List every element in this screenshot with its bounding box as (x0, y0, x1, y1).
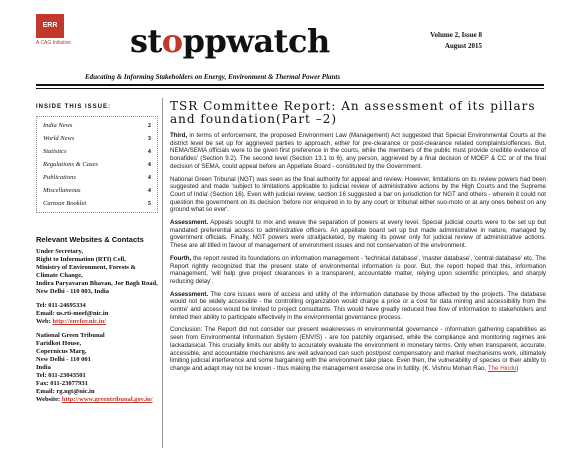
issue-info (430, 30, 482, 52)
toc-item-miscellaneous[interactable] (43, 184, 151, 197)
contact1-tel: Tel: 011-24695334 (36, 302, 86, 309)
article-title: TSR Committee Report: An assessment of its pillars and foundation(Part –2) (170, 99, 536, 126)
contact2-line: National Green Tribunal (36, 332, 105, 339)
toc-heading: INSIDE THIS ISSUE: (36, 104, 112, 110)
contact2-fax: Fax: 011-23077931 (36, 380, 88, 387)
contact1-line: Ministry of Environment, Forests & Climate Change, (36, 264, 136, 279)
table-of-contents (36, 116, 158, 213)
toc-page: 5 (147, 200, 151, 207)
masthead-post: ppwatch (182, 22, 330, 60)
toc-label: Cartoon Booklet (43, 200, 87, 207)
contacts-section (36, 235, 158, 404)
toc-item-regulations[interactable] (43, 158, 151, 171)
greentribunal-link[interactable]: http://www.greentribunal.gov.in/ (61, 396, 153, 403)
toc-item-publications[interactable] (43, 171, 151, 184)
toc-label: India News (43, 122, 73, 129)
web-label: Web: (36, 318, 51, 325)
contact1-line: Right to Information (RTI) Cell, (36, 256, 126, 263)
masthead-pre: st (130, 22, 162, 60)
toc-item-cartoon-booklet[interactable] (43, 197, 151, 210)
contact2-tel: Tel: 011-23043501 (36, 372, 86, 379)
contact2-web (36, 396, 158, 404)
paragraph-fourth (170, 255, 546, 286)
contact2-line: Copernicus Marg, (36, 348, 87, 355)
toc-page: 4 (147, 174, 151, 181)
column-divider (162, 98, 163, 448)
para-lead: Third, (170, 132, 188, 139)
toc-item-india-news[interactable] (43, 119, 151, 132)
para-lead: Assessment. (170, 290, 209, 298)
masthead (130, 22, 330, 60)
article (170, 100, 546, 378)
contact2-line: Faridkot House, (36, 340, 82, 347)
envfor-link[interactable]: http://envfor.nic.in/ (52, 318, 107, 325)
toc-page: 4 (147, 187, 151, 194)
contact1-line: New Delhi - 110 003, India (36, 288, 109, 295)
web-label: Website: (36, 396, 61, 403)
toc-item-statistics[interactable] (43, 145, 151, 158)
para-lead: Assessment. (170, 219, 209, 227)
contact1-line: Indira Paryavaran Bhavan, Jor Bagh Road, (36, 280, 158, 287)
header-rule-thin (36, 88, 544, 89)
the-hindu-link[interactable]: The Hindu (487, 364, 517, 372)
toc-page: 4 (147, 161, 151, 168)
contact1-line: Under Secretary, (36, 248, 84, 255)
volume-label: Volume 2, Issue 8 (430, 31, 482, 39)
toc-label: Statistics (43, 148, 67, 155)
contact2-line: India (36, 364, 51, 371)
para-end: ) (516, 364, 519, 372)
logo (36, 14, 64, 38)
header-rule (36, 84, 544, 86)
masthead-accent: o (161, 22, 183, 60)
logo-text: ERR (42, 22, 58, 29)
para-text: in terms of enforcement, the proposed Environment Law (Management) Act suggested that Special Environmental Courts at the district level be set up for aggrieved parties to approach, either for pre-clearance or post-clearance related complaints/offences. But, NEMA/SEMA officials were to be given first preference in the courts, while the members of the public must provide credible evidence of bonafides' (Section 9.2). The second level (Section 13.1 to 6), any person, aggrieved by a final decision of MOEF & CC or of the final decision of SEMA, could appeal before an Appellate Board - constituted by the Government. (170, 132, 546, 170)
para-text: Conclusion: The Report did not consider our present weaknesses in environmental governance - information gathering capabilities as seen from Environmental Information System (ENVIS) - are too patchily organised, while the compliance and monitoring regimes are lackadaisical. This crucially limits our ability to accurately evaluate the environment in monetary terms. Only when transparent, accurate, accessible, and accountable mechanisms are well advanced can such post/post compensatory and market mechanisms work, ultimately limiting judicial interference and some bargaining with the environment take place. Even then, the vulnerability of species or their ability to change and adapt may not be known - thus making the management exercise one in futility. (K. Vishnu Mohan Rao, (170, 326, 546, 372)
contacts-heading: Relevant Websites & Contacts (36, 235, 144, 244)
toc-label: Publications (43, 174, 76, 181)
issue-date: August 2015 (444, 42, 482, 50)
tagline: Educating & Informing Stakeholders on Energy, Environment & Thermal Power Plants (85, 73, 341, 81)
contact1-email: Email: us.rti-moef@nic.in (36, 310, 109, 317)
contact1-web (36, 318, 158, 326)
paragraph-ngt (170, 176, 546, 215)
para-text: The core issues were of access and utility of the information database by those affected by the projects. The database would not be widely accessible - the controlling organization would charge a price or a cost for data mining and accessibility from the centre' and access would be limited to project consultants. This would have greatly reduced free flow of information to stakeholders and limited their ability to participate effectively in the environmental governance process. (170, 290, 546, 321)
para-text: Appeals sought to mix and weave the separation of powers at every level. Special judicial courts were to be set up but mandated preferential access to administrative officers. An appellate board set up but made administrative in nature, managed by government officials. Finally, NGT powers were straitjacketed, by making its power only for judicial review of administrative actions. These are all titled in favour of management of environment issues and not conservation of the environment. (170, 219, 546, 250)
paragraph-third (170, 132, 546, 171)
toc-label: Miscellaneous (43, 187, 81, 194)
toc-page: 2 (147, 122, 151, 129)
paragraph-conclusion (170, 326, 546, 372)
logo-caption: A CAG Initiative (36, 40, 72, 46)
contact2-line: New Delhi - 110 001 (36, 356, 91, 363)
paragraph-assessment-2 (170, 291, 546, 322)
contact2-email: Email: rg.ngt@nic.in (36, 388, 95, 395)
para-lead: Fourth, (170, 254, 192, 262)
para-text: the report rested its foundations on information management - 'technical database', 'master database', 'central database' etc. The Report rightly recognized that the present state of environmental information is poor. But, the report hoped that this, information management, 'will help give project clearances in a transparent, accountable matter, relying upon scientific principles, and sharply reducing delay'. (170, 254, 546, 285)
paragraph-assessment-1 (170, 219, 546, 250)
toc-page: 4 (147, 148, 151, 155)
para-text: National Green Tribunal (NGT) was seen as the final authority for appeal and review. However, limitations on its review powers had been suggested and made 'subject to limitations applicable to judicial review of administrative actions by the High Courts and the Supreme Court of India' (Section 16). Even with judicial review, section 16 suggested a bar on jurisdiction for NGT and others - wherein it could not question the government on its decision 'before nor enquired in to by any court or tribunal either suo-moto or at any ones behest on any ground what so ever'. (170, 175, 546, 214)
sidebar (36, 100, 158, 404)
toc-label: Regulations & Cases (43, 161, 98, 168)
toc-item-world-news[interactable] (43, 132, 151, 145)
toc-page: 3 (147, 135, 151, 142)
toc-label: World News (43, 135, 75, 142)
